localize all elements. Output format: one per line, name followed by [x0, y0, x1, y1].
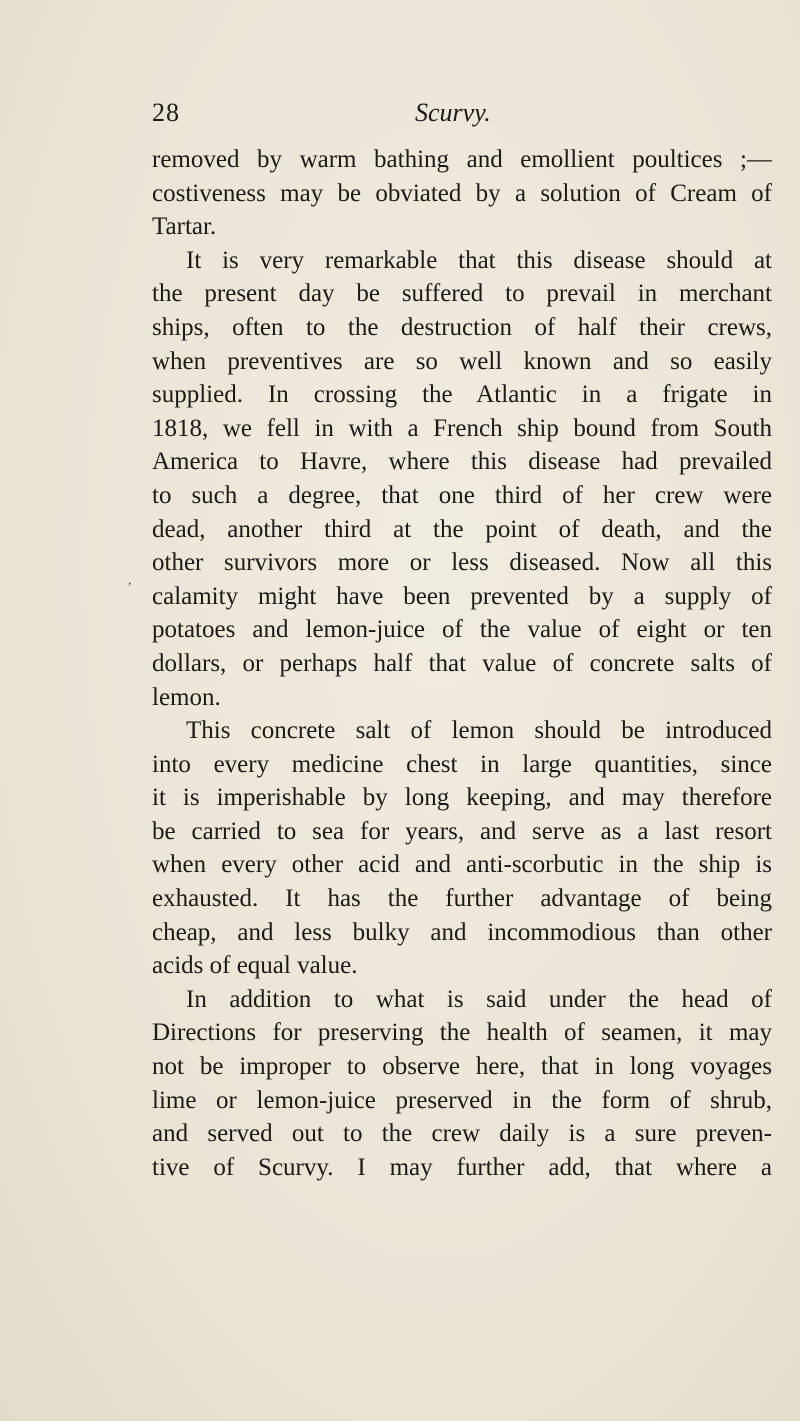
text-line: potatoes and lemon-juice of the value of eight or ten — [152, 616, 772, 644]
text-line: In addition to what is said under the head of — [186, 985, 772, 1013]
text-line: supplied. In crossing the Atlantic in a frigate in — [152, 381, 772, 409]
text-line: and served out to the crew daily is a sure preven- — [152, 1120, 772, 1148]
text-line: it is imperishable by long keeping, and may therefore — [152, 784, 772, 812]
text-line: Tartar. — [152, 213, 217, 241]
text-line: calamity might have been prevented by a supply of — [152, 582, 772, 610]
text-line: exhausted. It has the further advantage of being — [152, 885, 772, 913]
running-title: Scurvy. — [415, 98, 491, 127]
text-line: America to Havre, where this disease had prevailed — [152, 448, 772, 476]
text-line: tive of Scurvy. I may further add, that where a — [152, 1153, 772, 1181]
text-line: not be improper to observe here, that in long voyages — [152, 1053, 772, 1081]
running-head — [152, 98, 772, 130]
text-line: the present day be suffered to prevail in merchant — [152, 280, 772, 308]
text-line: 1818, we fell in with a French ship bound from South — [152, 414, 772, 442]
text-line: costiveness may be obviated by a solution of Cream of — [152, 179, 772, 207]
text-line: dead, another third at the point of death, and the — [152, 515, 772, 543]
text-line: into every medicine chest in large quantities, since — [152, 750, 772, 778]
text-line: lemon. — [152, 683, 221, 711]
text-line: other survivors more or less diseased. Now all this — [152, 549, 772, 577]
text-line: to such a degree, that one third of her crew were — [152, 481, 772, 509]
text-line: lime or lemon-juice preserved in the form of shrub, — [152, 1086, 772, 1114]
text-line: when every other acid and anti-scorbutic in the ship is — [152, 851, 772, 879]
text-line: dollars, or perhaps half that value of concrete salts of — [152, 649, 772, 677]
text-line: acids of equal value. — [152, 952, 358, 980]
text-line: Directions for preserving the health of seamen, it may — [152, 1019, 772, 1047]
body-text — [152, 143, 772, 1184]
text-line: removed by warm bathing and emollient poultices ;— — [152, 146, 772, 173]
margin-mark: , — [128, 573, 132, 588]
text-line: It is very remarkable that this disease should at — [186, 246, 772, 274]
text-line: when preventives are so well known and so easily — [152, 347, 772, 375]
text-line: ships, often to the destruction of half their crews, — [152, 313, 772, 341]
page-number: 28 — [152, 98, 180, 127]
text-line: This concrete salt of lemon should be introduced — [186, 717, 772, 745]
text-line: be carried to sea for years, and serve as a last resort — [152, 817, 772, 845]
text-line: cheap, and less bulky and incommodious than other — [152, 918, 772, 946]
